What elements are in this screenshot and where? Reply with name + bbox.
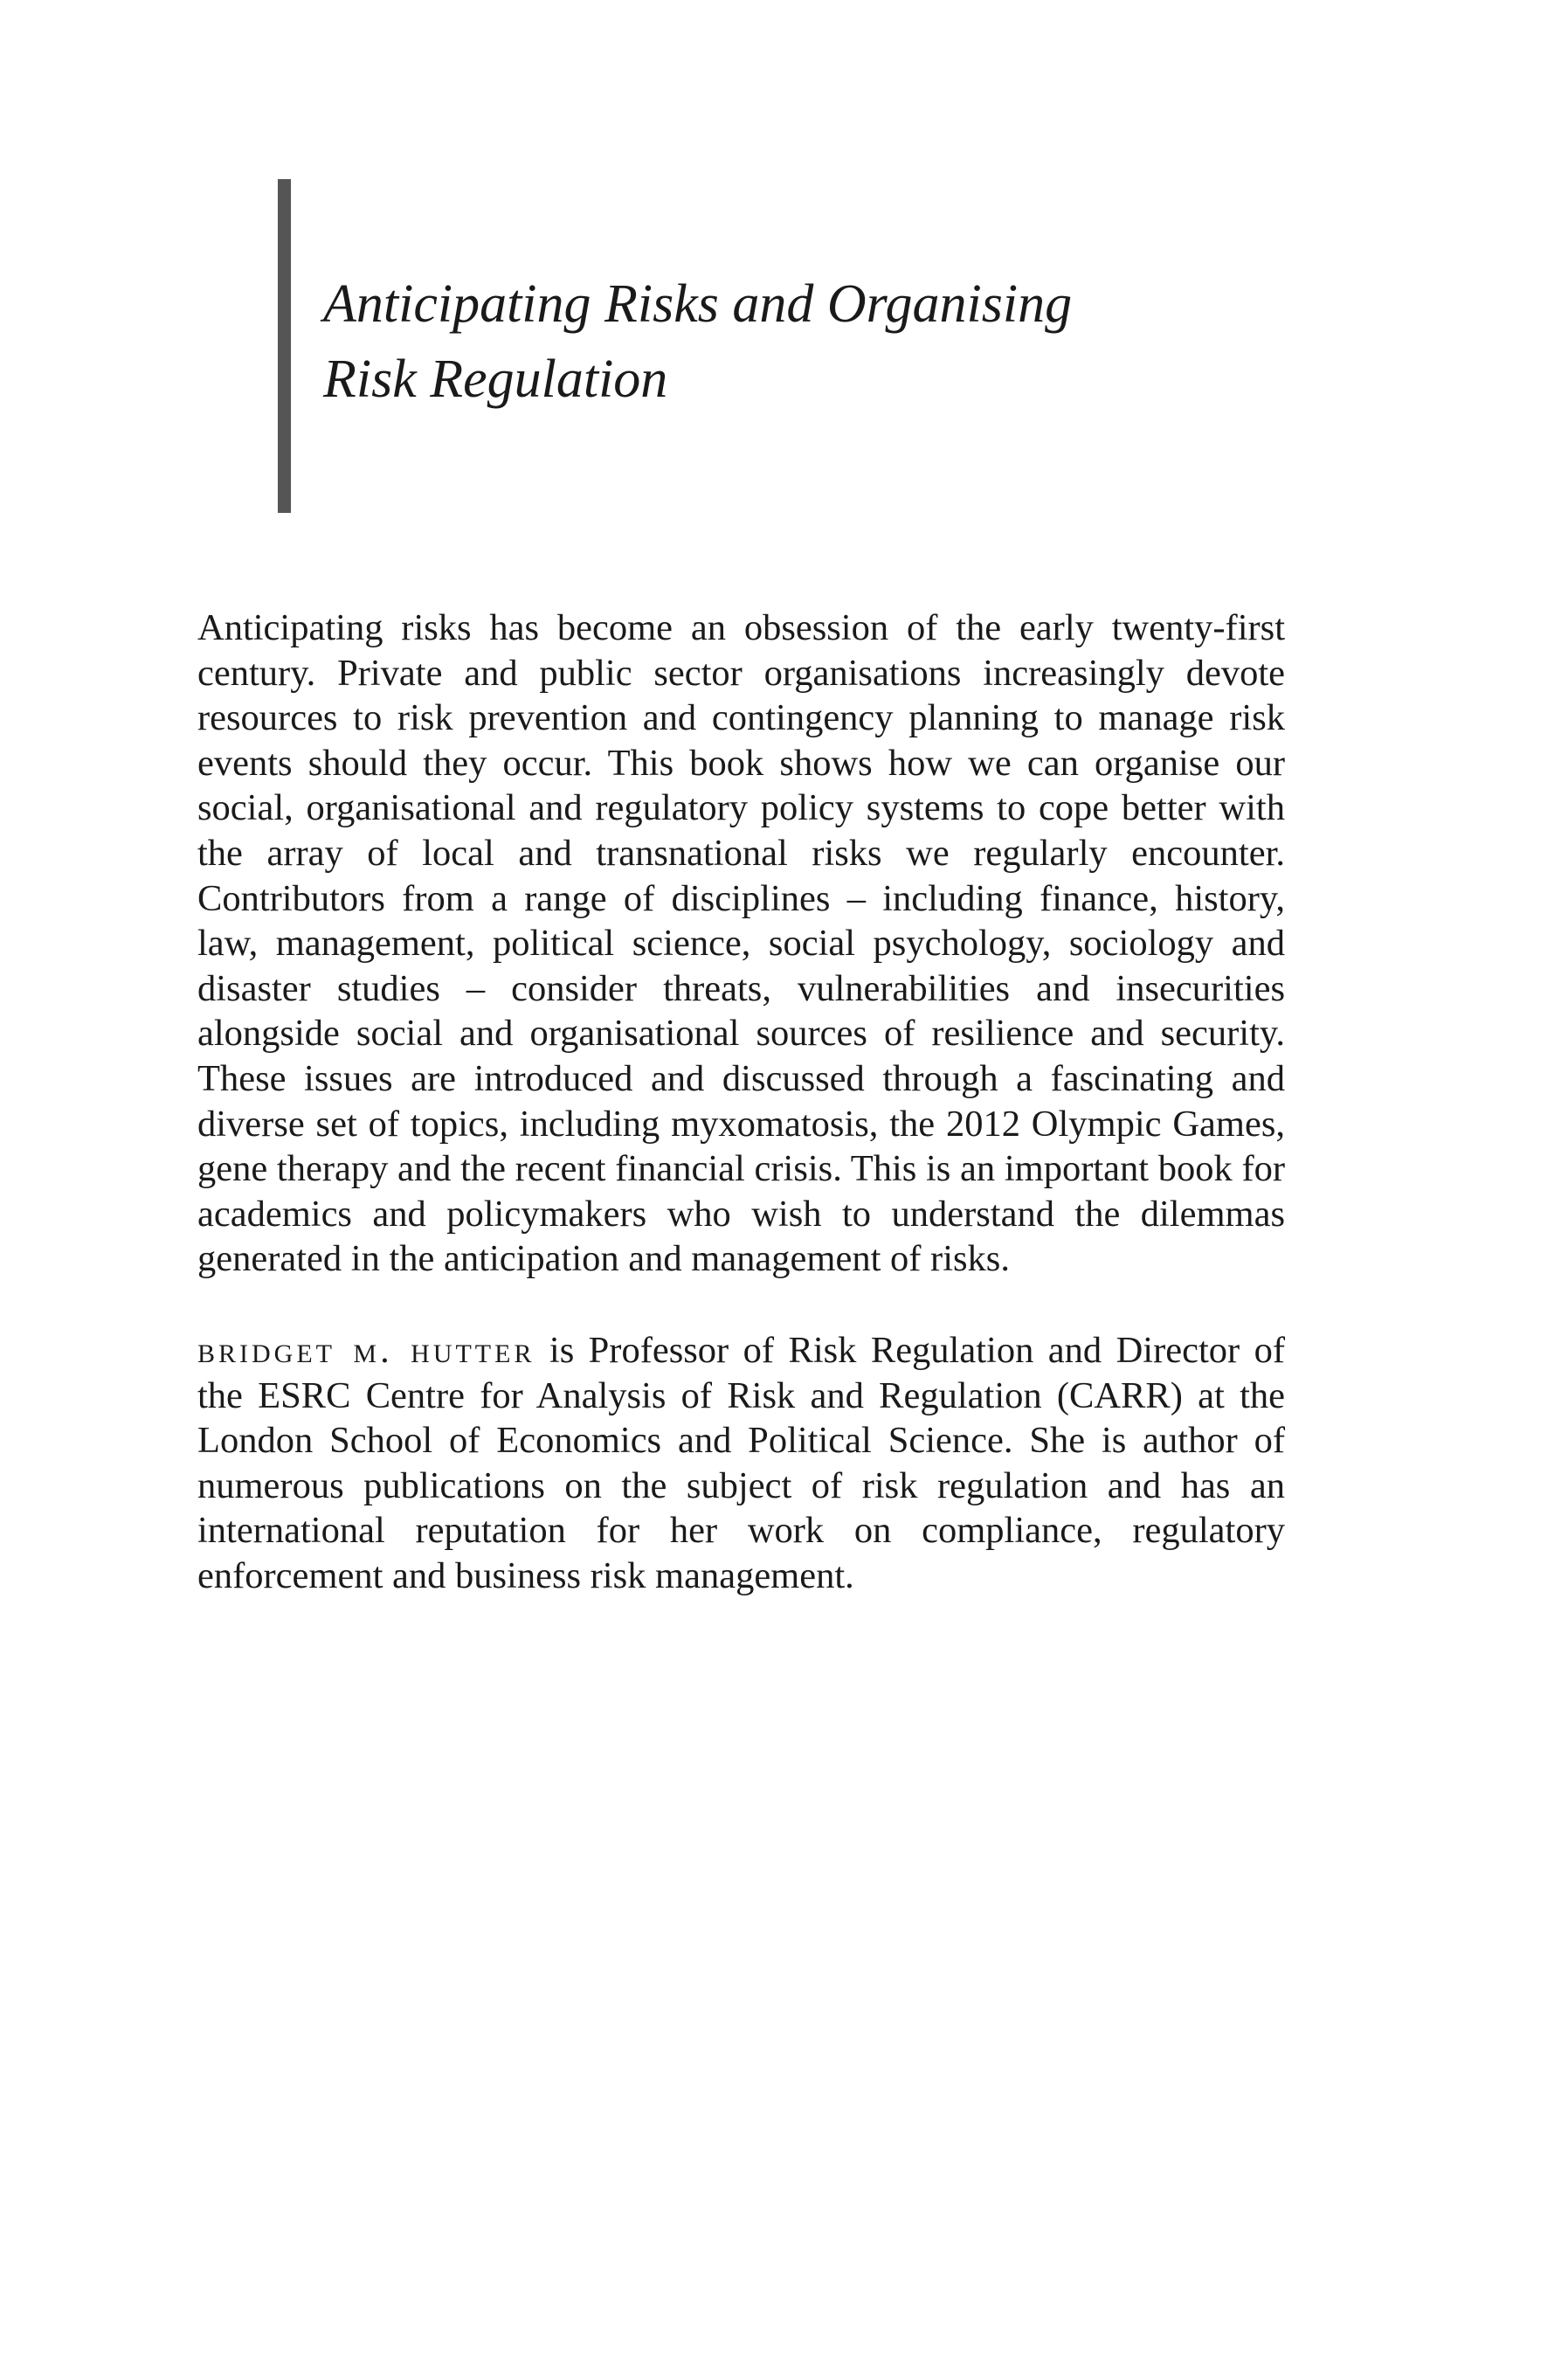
title-line-2: Risk Regulation — [323, 349, 668, 409]
book-description: Anticipating risks has become an obsession of the early twenty-first century. Private and public sector organisations increasingly devote resources to risk prevention and contingency planning to manage risk events should they occur. This book shows how we can organise our social, organisational and regulatory policy systems to cope better with the array of local and transnational risks we regularly encounter. Contributors from a range of disciplines – including finance, history, law, management, political science, social psychology, sociology and disaster studies – consider threats, vulnerabilities and insecurities alongside social and organisational sources of resilience and security. These issues are introduced and discussed through a fascinating and diverse set of topics, including myxomatosis, the 2012 Olympic Games, gene therapy and the recent financial crisis. This is an important book for academics and policymakers who wish to understand the dilemmas generated in the anticipation and management of risks. — [197, 607, 1285, 1280]
page-title — [323, 266, 1328, 417]
title-line-1: Anticipating Risks and Organising — [323, 274, 1073, 334]
title-accent-bar — [278, 179, 291, 513]
author-bio-text: is Professor of Risk Regulation and Director of the ESRC Centre for Analysis of Risk and Regulation (CARR) at the London School of Economics and Political Science. She is author of numerous publications on the subject of risk regulation and has an international reputation for her work on compliance, regulatory enforcement and business risk management. — [197, 1330, 1285, 1596]
author-bio — [197, 1328, 1285, 1599]
author-name: bridget m. hutter — [197, 1330, 535, 1371]
